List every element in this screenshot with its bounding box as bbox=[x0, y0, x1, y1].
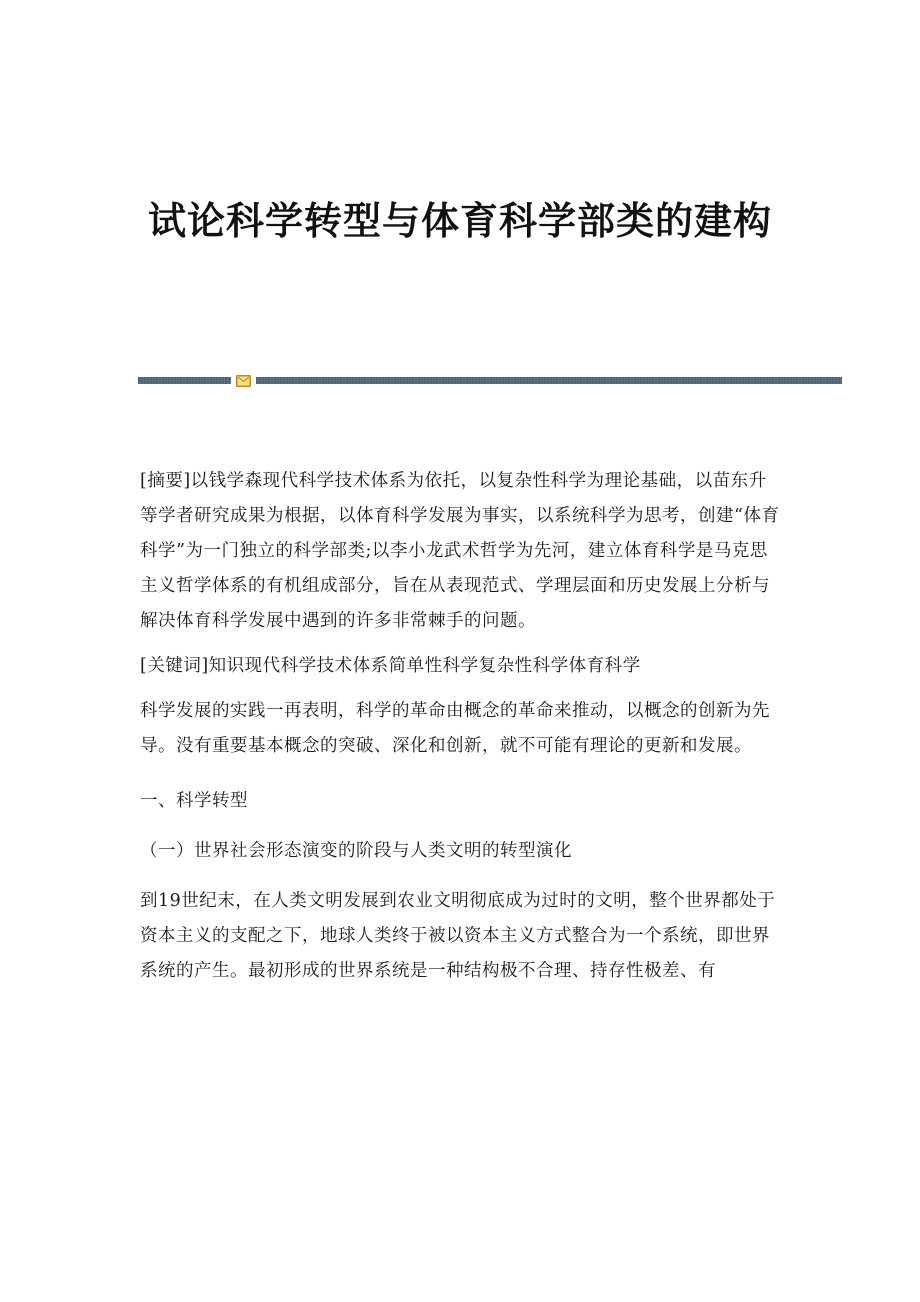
abstract-paragraph: [摘要]以钱学森现代科学技术体系为依托，以复杂性科学为理论基础，以苗东升等学者研究成果为根据，以体育科学发展为事实，以系统科学为思考，创建“体育科学”为一门独立的科学部类;以李小龙武术哲学为先河，建立体育科学是马克思主义哲学体系的有机组成部分，旨在从表现范式、学理层面和历史发展上分析与解决体育科学发展中遇到的许多非常棘手的问题。 bbox=[140, 471, 780, 631]
envelope-emblem-icon bbox=[236, 373, 251, 387]
keywords-paragraph: [关键词]知识现代科学技术体系简单性科学复杂性科学体育科学 bbox=[140, 656, 641, 676]
title-divider bbox=[138, 373, 842, 387]
body-paragraph: 到19世纪末，在人类文明发展到农业文明彻底成为过时的文明，整个世界都处于资本主义的支配之下，地球人类终于被以资本主义方式整合为一个系统，即世界系统的产生。最初形成的世界系统是一种结构极不合理、持存性极差、有 bbox=[140, 891, 776, 981]
document-title: 试论科学转型与体育科学部类的建构 bbox=[147, 199, 772, 243]
section-heading: 一、科学转型 bbox=[140, 791, 248, 811]
subsection-heading: （一）世界社会形态演变的阶段与人类文明的转型演化 bbox=[140, 841, 572, 861]
document-body bbox=[140, 464, 780, 989]
intro-paragraph: 科学发展的实践一再表明，科学的革命由概念的革命来推动，以概念的创新为先导。没有重要基本概念的突破、深化和创新，就不可能有理论的更新和发展。 bbox=[140, 701, 770, 756]
divider-bar-left bbox=[138, 377, 231, 384]
divider-bar-right bbox=[256, 377, 842, 384]
